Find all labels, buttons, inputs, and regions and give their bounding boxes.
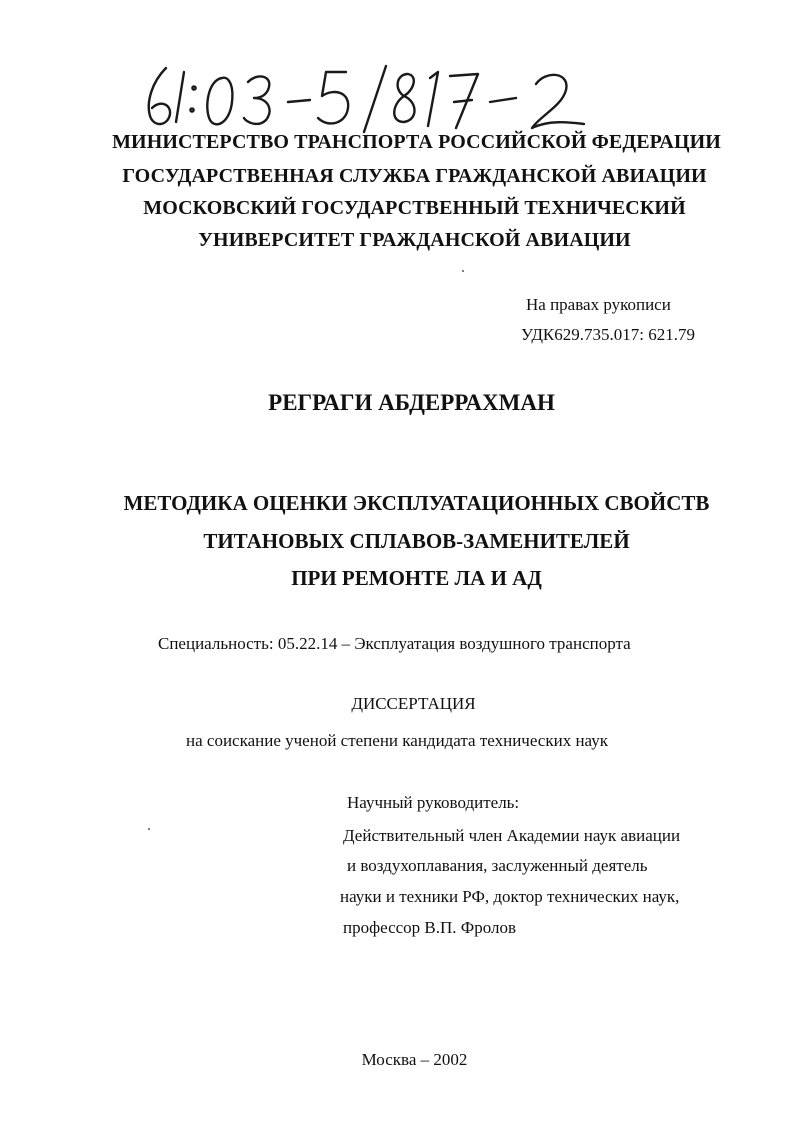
university-name-line-1: МОСКОВСКИЙ ГОСУДАРСТВЕННЫЙ ТЕХНИЧЕСКИЙ [143,197,686,219]
ministry-name: МИНИСТЕРСТВО ТРАНСПОРТА РОССИЙСКОЙ ФЕДЕРАЦИИ [112,131,721,153]
handwritten-archive-number [138,58,598,138]
supervisor-line-4: профессор В.П. Фролов [343,918,517,937]
supervisor-label: Научный руководитель: [347,793,520,812]
udk-code: УДК629.735.017: 621.79 [521,325,695,344]
supervisor-line-2: и воздухоплавания, заслуженный деятель [347,856,648,875]
aviation-service-name: ГОСУДАРСТВЕННАЯ СЛУЖБА ГРАЖДАНСКОЙ АВИАЦИИ [122,165,707,187]
university-name-line-2: УНИВЕРСИТЕТ ГРАЖДАНСКОЙ АВИАЦИИ [198,229,631,251]
city-and-year: Москва – 2002 [361,1050,468,1069]
thesis-title-line-2: ТИТАНОВЫХ СПЛАВОВ-ЗАМЕНИТЕЛЕЙ [203,529,630,553]
author-name: РЕГРАГИ АБДЕРРАХМАН [268,390,555,415]
supervisor-line-3: науки и техники РФ, доктор технических наук, [340,887,680,906]
scan-speck [462,270,464,272]
specialty-line: Специальность: 05.22.14 – Эксплуатация воздушного транспорта [158,634,631,653]
degree-purpose: на соискание ученой степени кандидата технических наук [186,731,609,750]
thesis-title-line-1: МЕТОДИКА ОЦЕНКИ ЭКСПЛУАТАЦИОННЫХ СВОЙСТВ [123,491,710,515]
manuscript-rights-label: На правах рукописи [526,295,671,314]
document-type: ДИССЕРТАЦИЯ [351,694,476,713]
supervisor-line-1: Действительный член Академии наук авиации [343,826,681,845]
scan-speck [148,828,150,830]
thesis-title-line-3: ПРИ РЕМОНТЕ ЛА И АД [291,566,542,590]
